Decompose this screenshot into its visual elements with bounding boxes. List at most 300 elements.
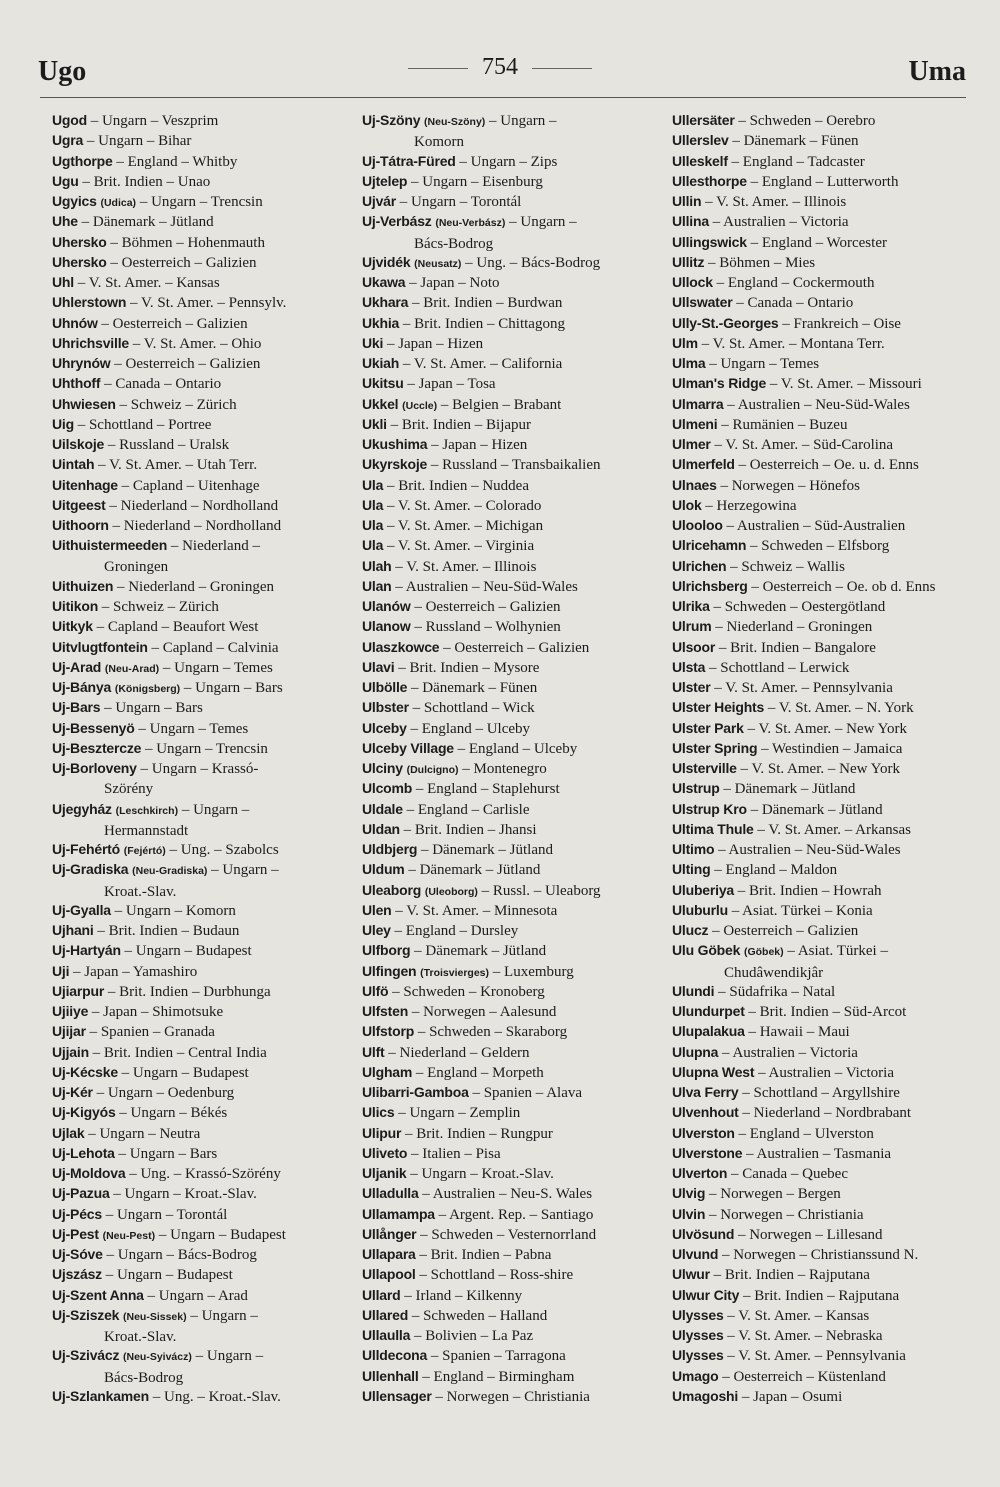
entry-keyword: Uj-Kécske (52, 1063, 118, 1080)
entry-location: Ung. – Bács-Bodrog (476, 254, 601, 271)
entry-keyword: Ugod (52, 112, 87, 128)
entry-location: Brit. Indien – Unao (93, 173, 211, 190)
entry-keyword: Ulucz (672, 922, 709, 938)
entry-location: Schweden – Elfsborg (761, 538, 890, 555)
column-2 (362, 110, 662, 1480)
entry-location: Capland – Uitenhage (132, 477, 260, 494)
entry-location: Schweden – Oerebro (749, 113, 876, 129)
entry: Ulvig – Norwegen – Bergen (672, 1185, 841, 1203)
entry-location-continued: Szörény (104, 781, 154, 798)
entry-alias: (Fejértó) (123, 845, 166, 858)
entry-keyword: Uj-Sziszek (52, 1306, 120, 1323)
entry: Ulu Göbek (Göbek) – Asiat. Türkei – Chudâwendikjâr (672, 940, 972, 981)
entry-alias: (Troisvierges) (420, 966, 490, 979)
entry: Uljanik – Ungarn – Kroat.-Slav. (362, 1165, 554, 1183)
entry: Ulvenhout – Niederland – Nordbrabant (672, 1104, 912, 1122)
entry-location: Ungarn – Komorn (125, 902, 236, 919)
entry: Uj-Sóve – Ungarn – Bács-Bodrog (52, 1246, 257, 1264)
entry-location: Luxemburg (504, 963, 574, 980)
entry-keyword: Ulricehamn (672, 537, 747, 554)
entry-keyword: Uljanik (362, 1165, 407, 1182)
entry: Ukiah – V. St. Amer. – California (362, 355, 563, 373)
entry-keyword: Ula (362, 537, 384, 554)
entry: Ukyrskoje – Russland – Transbaikalien (362, 456, 601, 474)
entry-keyword: Ulfingen (362, 962, 417, 979)
entry-keyword: Ukushima (362, 436, 428, 453)
entry-location: Brit. Indien – Durbhunga (119, 983, 271, 1000)
entry-location: Dänemark – Jütland (432, 842, 553, 859)
entry-location: Ungarn – Torontál (116, 1206, 228, 1223)
entry-location: England – Tadcaster (742, 153, 865, 170)
entry-location: Capland – Calvinia (162, 639, 279, 656)
entry-keyword: Ulaszkowce (362, 638, 440, 655)
entry-keyword: Ullånger (362, 1225, 417, 1242)
entry-keyword: Uj-Besztercze (52, 739, 142, 756)
entry-location: Niederland – (182, 538, 260, 555)
entry: Uj-Sziszek (Neu-Sissek) – Ungarn – Kroat.-Slav. (52, 1305, 352, 1346)
entry-location: Australien – Neu-Süd-Wales (405, 578, 578, 595)
entry: Uj-Szlankamen – Ung. – Kroat.-Slav. (52, 1387, 281, 1405)
entry: Uj-Hartyán – Ungarn – Budapest (52, 942, 252, 960)
entry-location: Japan – Yamashiro (84, 963, 198, 980)
entry-location: V. St. Amer. – Minnesota (406, 902, 558, 919)
entry-keyword: Ulundi (672, 982, 715, 999)
entry-keyword: Ujvidék (362, 253, 411, 270)
entry: Ulmerfeld – Oesterreich – Oe. u. d. Enns (672, 456, 919, 474)
entry-location: V. St. Amer. – Pennsylv. (140, 295, 287, 312)
entry-location: Brit. Indien – Budaun (108, 923, 240, 940)
entry-keyword: Ulipur (362, 1124, 402, 1141)
entry: Ullina – Australien – Victoria (672, 213, 849, 231)
entry-location: Schottland – Portree (88, 416, 212, 433)
entry-keyword: Uj-Hartyán (52, 942, 121, 959)
entry: Ulysses – V. St. Amer. – Nebraska (672, 1327, 883, 1345)
entry-keyword: Ullesthorpe (672, 172, 747, 189)
entry-keyword: Ulanow (362, 618, 411, 635)
entry: Uhwiesen – Schweiz – Zürich (52, 395, 237, 413)
entry-keyword: Ukiah (362, 355, 400, 372)
entry-keyword: Ulundurpet (672, 1003, 745, 1020)
entry: Ulster Park – V. St. Amer. – New York (672, 719, 907, 737)
entry-keyword: Ulwur City (672, 1286, 740, 1303)
entry-location: Böhmen – Hohenmauth (121, 234, 265, 251)
entry-keyword: Uithuistermeeden (52, 537, 168, 554)
entry-keyword: Ulceby Village (362, 739, 454, 756)
entry-keyword: Ultima Thule (672, 820, 754, 837)
entry: Ulupna West – Australien – Victoria (672, 1063, 894, 1081)
entry: Uj-Gradiska (Neu-Gradiska) – Ungarn – Kroat.-Slav. (52, 859, 352, 900)
column-1 (52, 110, 352, 1480)
header-right-keyword: Uma (908, 56, 966, 87)
entry-location: V. St. Amer. – New York (758, 720, 907, 737)
entry-keyword: Uki (362, 334, 384, 351)
entry-location-continued: Bács-Bodrog (414, 235, 494, 252)
entry-location: England – Worcester (761, 234, 887, 251)
entry-location: Brit. Indien – Pabna (430, 1247, 552, 1264)
entry-location-continued: Groningen (104, 558, 169, 575)
entry-keyword: Ulstrup Kro (672, 800, 747, 817)
entry-location: V. St. Amer. – New York (751, 761, 900, 777)
entry-keyword: Ulysses (672, 1347, 724, 1364)
entry-location: Schottland – Argyllshire (753, 1085, 900, 1102)
entry-location: Russland – Uralsk (119, 437, 230, 453)
entry: Ujhani – Brit. Indien – Budaun (52, 922, 240, 940)
entry-keyword: Ullerslev (672, 132, 729, 149)
entry-location: Brit. Indien – Bijapur (401, 416, 532, 433)
entry: Ullersäter – Schweden – Oerebro (672, 112, 876, 129)
entry: Ulfö – Schweden – Kronoberg (362, 982, 545, 1000)
entry-keyword: Ullapara (362, 1246, 416, 1263)
entry: Uilskoje – Russland – Uralsk (52, 436, 230, 453)
entry: Ulvin – Norwegen – Christiania (672, 1205, 864, 1223)
entry-location: Ungarn – Bihar (98, 133, 192, 150)
entry: Ula – V. St. Amer. – Virginia (362, 537, 535, 555)
entry-location-continued: Komorn (414, 134, 464, 151)
entry: Ulverston – England – Ulverston (672, 1124, 874, 1142)
entry: Ulvund – Norwegen – Christianssund N. (672, 1246, 919, 1264)
entry-location: Oesterreich – Galizien (723, 923, 859, 939)
entry-keyword: Ulok (672, 496, 702, 513)
entry-keyword: Ulldecona (362, 1347, 428, 1364)
entry: Ullingswick – England – Worcester (672, 233, 887, 251)
entry-location: Australien – Victoria (732, 1044, 858, 1061)
entry-location: Schweden – Vesternorrland (431, 1226, 597, 1243)
entry-location: V. St. Amer. – Missouri (780, 376, 922, 393)
entry-location: Ungarn – Arad (158, 1287, 248, 1304)
entry-location: Dänemark – Jütland (425, 943, 547, 960)
entry-location: Westindien – Jamaica (772, 740, 903, 757)
entry-location: Dänemark – Fünen (422, 680, 538, 697)
entry: Uj-Kécske – Ungarn – Budapest (52, 1063, 249, 1081)
entry: Uhe – Dänemark – Jütland (52, 213, 214, 231)
entry-location: Schweiz – Zürich (113, 599, 219, 616)
entry-location: Brit. Indien – Süd-Arcot (759, 1004, 907, 1021)
entry-keyword: Ulstrup (672, 780, 720, 797)
entry: Ullapara – Brit. Indien – Pabna (362, 1246, 552, 1264)
entry-keyword: Uhrichsville (52, 334, 129, 351)
entry-keyword: Ulster Heights (672, 699, 765, 716)
entry: Uj-Pazua – Ungarn – Kroat.-Slav. (52, 1185, 257, 1203)
entry-keyword: Ulvenhout (672, 1104, 739, 1121)
entry-location: Hawaii – Maui (759, 1024, 850, 1041)
entry-keyword: Ullin (672, 193, 702, 209)
entry-location: Russl. – Uleaborg (492, 882, 601, 899)
entry-keyword: Ullingswick (672, 233, 747, 250)
entry-keyword: Ulbölle (362, 679, 408, 696)
entry-keyword: Uldale (362, 800, 403, 817)
entry-keyword: Ulvin (672, 1205, 706, 1222)
entry: Ulanow – Russland – Wolhynien (362, 618, 561, 636)
entry-location: Oesterreich – Galizien (121, 254, 257, 271)
entry-keyword: Ujiiye (52, 1003, 89, 1020)
entry: Ulanów – Oesterreich – Galizien (362, 598, 561, 616)
entry: Ulrika – Schweden – Oestergötland (672, 598, 886, 615)
entry: Ugod – Ungarn – Veszprim (52, 112, 219, 129)
entry: Uj-Besztercze – Ungarn – Trencsin (52, 739, 268, 757)
entry: Uithuizen – Niederland – Groningen (52, 577, 274, 595)
entry: Ulbölle – Dänemark – Fünen (362, 679, 538, 697)
entry-location: Ungarn – Békés (130, 1105, 228, 1122)
entry-keyword: Uj-Arad (52, 658, 102, 675)
entry-location: Ung. – Krassó-Szörény (140, 1166, 281, 1183)
entry: Ujlak – Ungarn – Neutra (52, 1124, 201, 1142)
entry-keyword: Uj-Szöny (362, 112, 421, 128)
entry-location: England – Ulceby (468, 740, 578, 757)
entry-keyword: Ujjain (52, 1043, 89, 1060)
entry: Uj-Tátra-Füred – Ungarn – Zips (362, 152, 558, 170)
entry: Ujvár – Ungarn – Torontál (362, 193, 522, 211)
entry-location: Brit. Indien – Rajputana (724, 1267, 870, 1284)
entry-keyword: Uliveto (362, 1144, 408, 1161)
entry-location: Ungarn – Bars (129, 1145, 218, 1162)
entry: Uj-Borloveny – Ungarn – Krassó- Szörény (52, 758, 352, 799)
entry-location: England – Maldon (725, 862, 838, 879)
entry-alias: (Leschkirch) (115, 804, 179, 817)
header-rule (40, 97, 966, 98)
entry: Umagoshi – Japan – Osumi (672, 1387, 843, 1405)
entry-keyword: Ulbster (362, 699, 409, 716)
entry-location: Niederland – Geldern (399, 1044, 530, 1061)
entry-location-continued: Kroat.-Slav. (104, 883, 177, 900)
entry-keyword: Ulman's Ridge (672, 375, 767, 392)
entry-location: England – Staplehurst (427, 781, 560, 798)
entry-keyword: Ujlak (52, 1124, 85, 1141)
entry-location: Spanien – Tarragona (442, 1348, 566, 1365)
entry-keyword: Ulster Spring (672, 739, 758, 756)
entry-keyword: Uj-Szlankamen (52, 1387, 149, 1404)
entry-keyword: Ulrichsberg (672, 577, 748, 594)
entry-location: Australien – Victoria (768, 1064, 894, 1081)
entry-keyword: Ulooloo (672, 517, 723, 533)
entry-keyword: Uhlerstown (52, 294, 127, 311)
entry: Ulysses – V. St. Amer. – Kansas (672, 1306, 870, 1324)
entry-alias: (Neu-Syivácz) (123, 1351, 192, 1364)
entry-keyword: Ulting (672, 861, 711, 878)
entry-keyword: Uluburlu (672, 901, 728, 918)
entry-location: Herzegowina (716, 497, 797, 514)
entry-keyword: Ullersäter (672, 112, 735, 128)
entry: Ukushima – Japan – Hizen (362, 436, 528, 454)
entry: Ulaszkowce – Oesterreich – Galizien (362, 638, 590, 656)
entry-keyword: Uhl (52, 274, 74, 290)
entry-alias: (Uleoborg) (424, 885, 478, 898)
entry-location: Ungarn – Kroat.-Slav. (124, 1186, 257, 1203)
entry-keyword: Ulft (362, 1043, 385, 1060)
entry-location: Ungarn – Oedenburg (107, 1085, 235, 1102)
entry-location: Oesterreich – Galizien (454, 639, 590, 656)
entry-keyword: Uj-Lehota (52, 1144, 115, 1161)
entry: Ugra – Ungarn – Bihar (52, 132, 192, 150)
entry: Ulsta – Schottland – Lerwick (672, 658, 850, 676)
entry-location: England – Ulverston (749, 1125, 874, 1142)
entry-location: V. St. Amer. – Arkansas (768, 821, 911, 838)
entry-keyword: Ulster Park (672, 719, 744, 736)
entry-location: Norwegen – Lillesand (749, 1226, 883, 1243)
entry-keyword: Ulm (672, 334, 698, 351)
entry: Ulavi – Brit. Indien – Mysore (362, 658, 540, 676)
entry-keyword: Ulmer (672, 436, 711, 452)
entry: Ula – Brit. Indien – Nuddea (362, 476, 529, 494)
entry: Uj-Bánya (Königsberg) – Ungarn – Bars (52, 679, 283, 697)
entry-location: V. St. Amer. – Illinois (716, 194, 847, 210)
entry: Ulgham – England – Morpeth (362, 1063, 544, 1081)
entry-keyword: Uithoorn (52, 517, 109, 533)
entry-keyword: Uj-Pazua (52, 1185, 110, 1202)
entry-location: Australien – Süd-Australien (736, 518, 906, 534)
entry: Uji – Japan – Yamashiro (52, 962, 198, 980)
entry-keyword: Uj-Verbász (362, 213, 432, 230)
entry: Uley – England – Dursley (362, 922, 519, 940)
entry-location: V. St. Amer. – Colorado (397, 497, 542, 514)
header-left-keyword: Ugo (38, 56, 87, 87)
entry: Ujjain – Brit. Indien – Central India (52, 1043, 267, 1061)
entry: Uhnów – Oesterreich – Galizien (52, 314, 248, 332)
entry: Ultimo – Australien – Neu-Süd-Wales (672, 841, 901, 858)
entry: Ullin – V. St. Amer. – Illinois (672, 193, 847, 210)
entry-location: Australien – Tasmania (756, 1145, 892, 1162)
entry-keyword: Ukawa (362, 274, 406, 291)
entry-keyword: Ulrum (672, 618, 712, 635)
entry: Ujiiye – Japan – Shimotsuke (52, 1003, 224, 1021)
entry-location: Irland – Kilkenny (415, 1287, 523, 1304)
entry-keyword: Uhthoff (52, 375, 101, 392)
entry: Ullånger – Schweden – Vesternorrland (362, 1225, 597, 1243)
entry-alias: (Neusatz) (414, 257, 462, 270)
entry-location: Ungarn – Bars (115, 700, 203, 717)
entry-keyword: Uhrynów (52, 355, 111, 371)
entry-location: Niederland – Groningen (726, 619, 873, 636)
entry-location: Dänemark – Fünen (743, 133, 859, 150)
entry-keyword: Ujiarpur (52, 982, 105, 999)
entry-keyword: Ulupna (672, 1043, 719, 1060)
entry-keyword: Uley (362, 922, 391, 939)
entry-location: England – Lutterworth (761, 173, 899, 190)
entry: Uj-Bars – Ungarn – Bars (52, 699, 203, 717)
entry-location: Ungarn – Temes (174, 659, 273, 676)
entry: Ullapool – Schottland – Ross-shire (362, 1266, 574, 1284)
entry-keyword: Ulysses (672, 1327, 724, 1344)
entry-location: Ungarn – Kroat.-Slav. (421, 1166, 554, 1183)
entry-keyword: Ullitz (672, 253, 705, 270)
entry-location: V. St. Amer. – Utah Terr. (109, 457, 258, 474)
entry: Ulster Spring – Westindien – Jamaica (672, 739, 903, 757)
entry: Uj-Kér – Ungarn – Oedenburg (52, 1084, 235, 1102)
entry: Uj-Szent Anna – Ungarn – Arad (52, 1286, 248, 1304)
entry-keyword: Ulladulla (362, 1185, 419, 1202)
entry-keyword: Uj-Fehértó (52, 841, 121, 858)
entry-location: Australien – Neu-S. Wales (432, 1186, 593, 1203)
entry-location: Ungarn – Krassó- (151, 761, 259, 778)
entry-keyword: Ullina (672, 213, 709, 230)
entry-keyword: Ukyrskoje (362, 456, 428, 473)
entry: Ulundurpet – Brit. Indien – Süd-Arcot (672, 1003, 907, 1021)
entry-location: Spanien – Alava (483, 1085, 583, 1102)
entry: Ulceby – England – Ulceby (362, 719, 531, 737)
entry-keyword: Uj-Gradiska (52, 861, 129, 878)
entry-keyword: Uj-Pécs (52, 1205, 102, 1222)
entry: Ulceby Village – England – Ulceby (362, 739, 578, 757)
entry-keyword: Uhersko (52, 233, 107, 250)
entry-keyword: Uldbjerg (362, 841, 418, 858)
entry: Uitikon – Schweiz – Zürich (52, 598, 219, 616)
entry-location: Brit. Indien – Bangalore (730, 639, 876, 656)
entry: Ulma – Ungarn – Temes (672, 355, 820, 372)
entry: Ullitz – Böhmen – Mies (672, 253, 816, 271)
entry: Ullenhall – England – Birmingham (362, 1367, 575, 1385)
entry-keyword: Ujhani (52, 922, 94, 939)
entry-keyword: Uitenhage (52, 476, 118, 493)
entry-keyword: Ulfö (362, 982, 389, 999)
entry-keyword: Ulverton (672, 1165, 728, 1182)
entry-alias: (Göbek) (743, 946, 784, 959)
entry: Uj-Verbász (Neu-Verbász) – Ungarn – Bács-Bodrog (362, 211, 662, 252)
entry: Uhl – V. St. Amer. – Kansas (52, 274, 220, 291)
entry: Uki – Japan – Hizen (362, 334, 484, 352)
entry-keyword: Ulwur (672, 1266, 710, 1283)
entry: Uj-Szivácz (Neu-Syivácz) – Ungarn – Bács-Bodrog (52, 1345, 352, 1386)
entry-keyword: Ultimo (672, 841, 715, 857)
entry-location: Japan – Shimotsuke (103, 1004, 224, 1021)
entry-keyword: Uintah (52, 456, 95, 473)
entry-keyword: Ulster (672, 679, 711, 695)
entry: Uithoorn – Niederland – Nordholland (52, 517, 282, 534)
entry-keyword: Ulvig (672, 1185, 706, 1202)
entry: Ukhara – Brit. Indien – Burdwan (362, 294, 563, 312)
entry-keyword: Ulmeni (672, 415, 718, 432)
entry: Ulupna – Australien – Victoria (672, 1043, 858, 1061)
entry-location-continued: Chudâwendikjâr (724, 964, 824, 981)
entry-keyword: Ullenhall (362, 1367, 419, 1384)
entry-keyword: Uji (52, 962, 70, 979)
entry: Ukkel (Uccle) – Belgien – Brabant (362, 395, 562, 413)
entry: Ulrichsberg – Oesterreich – Oe. ob d. Enns (672, 577, 936, 595)
entry-keyword: Uj-Bars (52, 699, 101, 716)
entry-keyword: Ulupna West (672, 1063, 755, 1080)
entry: Ulibarri-Gamboa – Spanien – Alava (362, 1084, 583, 1102)
entry: Ullared – Schweden – Halland (362, 1306, 548, 1324)
entry-location: Ungarn – Temes (149, 720, 249, 737)
entry-location: Oesterreich – Galizien (125, 356, 261, 372)
entry-keyword: Ulciny (362, 760, 403, 777)
entry-keyword: Ullamampa (362, 1205, 435, 1222)
entry-keyword: Ulmerfeld (672, 456, 735, 473)
entry: Ulciny (Dulcigno) – Montenegro (362, 760, 547, 778)
entry-keyword: Ulfstorp (362, 1023, 415, 1040)
entry-alias: (Neu-Arad) (104, 662, 160, 675)
entry-location: Brit. Indien – Rajputana (754, 1287, 900, 1304)
entry-keyword: Ugu (52, 172, 79, 189)
entry-location: Oesterreich – Oe. ob d. Enns (762, 578, 936, 595)
entry: Ulfsten – Norwegen – Aalesund (362, 1003, 557, 1021)
entry-keyword: Ula (362, 476, 384, 493)
entry-keyword: Uj-Moldova (52, 1165, 126, 1182)
entry-location: Niederland – Nordholland (123, 518, 282, 534)
entry: Uig – Schottland – Portree (52, 415, 212, 433)
entry: Uitkyk – Capland – Beaufort West (52, 618, 259, 636)
entry-location-continued: Bács-Bodrog (104, 1369, 184, 1386)
entry: Ullerslev – Dänemark – Fünen (672, 132, 859, 150)
entry: Ukitsu – Japan – Tosa (362, 375, 496, 393)
entry-location: Asiat. Türkei – (797, 943, 888, 960)
entry: Uitgeest – Niederland – Nordholland (52, 496, 279, 514)
entry-keyword: Ulgham (362, 1063, 413, 1080)
entry-location: England – Birmingham (433, 1368, 575, 1385)
entry-keyword: Umagoshi (672, 1387, 739, 1404)
entry-keyword: Ujvár (362, 193, 397, 210)
entry-keyword: Ullock (672, 274, 713, 290)
entry-location: Ungarn – Zemplin (409, 1105, 521, 1122)
entry-location: V. St. Amer. – Süd-Carolina (725, 437, 894, 453)
